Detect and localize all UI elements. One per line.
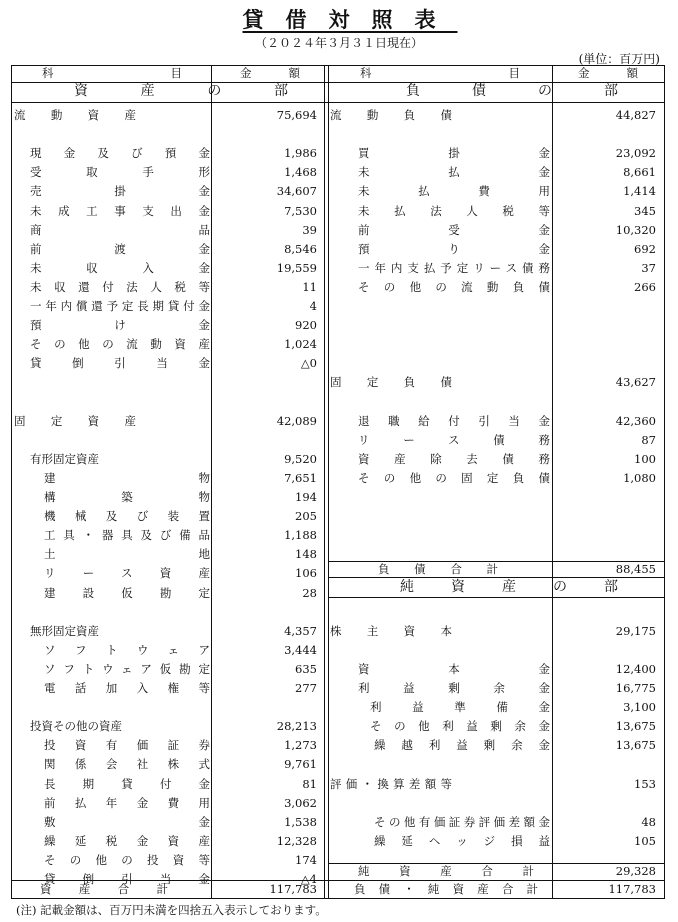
line-item-amount: 11 bbox=[302, 279, 317, 294]
line-item-label: 未収還付法人税等 bbox=[30, 279, 210, 294]
line-item-label: 固定負債 bbox=[330, 375, 452, 390]
divider bbox=[324, 66, 325, 898]
line-item-amount: 194 bbox=[295, 490, 317, 504]
line-item-amount: 13,675 bbox=[615, 719, 656, 734]
line-item-amount: 1,080 bbox=[623, 470, 656, 485]
line-item-amount: 81 bbox=[302, 776, 317, 791]
net-assets-section-header: 純資産の部 bbox=[400, 579, 618, 595]
line-item-label: 流動負債 bbox=[330, 108, 452, 122]
line-item-amount: 692 bbox=[634, 241, 656, 256]
line-item-amount: 48 bbox=[641, 814, 656, 829]
line-item-label: 株主資本 bbox=[330, 623, 452, 638]
line-item-label: その他利益剰余金 bbox=[370, 719, 550, 734]
line-item-amount: 3,100 bbox=[623, 700, 656, 715]
line-item-amount: 277 bbox=[295, 681, 317, 695]
line-item-label: 貸倒引当金 bbox=[44, 872, 210, 886]
line-item-label: ソフトウェア仮勘定 bbox=[44, 661, 210, 676]
line-item-amount: 153 bbox=[634, 776, 656, 791]
line-item-amount: 34,607 bbox=[276, 184, 317, 199]
line-item-amount: 8,546 bbox=[284, 241, 317, 256]
line-item-amount: 43,627 bbox=[615, 375, 656, 390]
line-item-label: 有形固定資産 bbox=[30, 451, 99, 466]
unit-label: (単位：百万円) bbox=[578, 52, 660, 66]
line-item-label: その他有価証券評価差額金 bbox=[374, 814, 550, 829]
line-item-amount: 16,775 bbox=[615, 681, 656, 695]
footnote: (注) 記載金額は、百万円未満を四捨五入表示しております。 bbox=[16, 903, 327, 917]
line-item-label: 機械及び装置 bbox=[44, 509, 210, 524]
line-item-label: 資本金 bbox=[358, 661, 550, 676]
line-item-label: 投資有価証券 bbox=[44, 738, 210, 753]
line-item-label: ソフトウェア bbox=[44, 642, 210, 657]
line-item-amount: 106 bbox=[295, 566, 317, 581]
line-item-label: 繰延税金資産 bbox=[44, 833, 210, 848]
assets-total-label: 資産合計 bbox=[40, 882, 168, 896]
line-item-amount: 12,328 bbox=[276, 833, 317, 848]
as-of-date: （２０２４年３月３１日現在） bbox=[254, 36, 423, 50]
line-item-amount: 3,444 bbox=[284, 642, 317, 657]
line-item-label: 工具・器具及び備品 bbox=[44, 528, 210, 543]
header-item-right: 科目 bbox=[360, 66, 520, 80]
line-item-label: 前払年金費用 bbox=[44, 795, 210, 810]
assets-total-amount: 117,783 bbox=[269, 882, 317, 896]
line-item-amount: 174 bbox=[295, 852, 317, 867]
line-item-label: 未成工事支出金 bbox=[30, 203, 210, 218]
line-item-amount: 1,024 bbox=[284, 337, 317, 352]
line-item-label: 一年内支払予定リース債務 bbox=[358, 260, 550, 275]
line-item-amount: 3,062 bbox=[284, 795, 317, 810]
line-item-amount: 1,188 bbox=[284, 528, 317, 543]
line-item-label: リース債務 bbox=[358, 432, 550, 447]
line-item-amount: 23,092 bbox=[615, 146, 656, 161]
line-item-amount: 7,530 bbox=[284, 203, 317, 218]
line-item-amount: △4 bbox=[300, 872, 317, 886]
line-item-amount: 28,213 bbox=[276, 719, 317, 734]
line-item-amount: 37 bbox=[641, 260, 656, 275]
line-item-amount: 345 bbox=[634, 203, 656, 218]
line-item-amount: 29,175 bbox=[615, 623, 656, 638]
line-item-label: 未払法人税等 bbox=[358, 203, 550, 218]
line-item-amount: 1,468 bbox=[284, 165, 317, 180]
line-item-label: その他の流動負債 bbox=[358, 279, 550, 294]
document-title: 貸借対照表 bbox=[242, 7, 458, 32]
liab-net-total-label: 負債・純資産合計 bbox=[354, 882, 538, 896]
line-item-amount: 39 bbox=[302, 222, 317, 237]
line-item-label: 一年内償還予定長期貸付金 bbox=[30, 299, 210, 313]
line-item-amount: 1,273 bbox=[284, 738, 317, 753]
line-item-amount: 10,320 bbox=[615, 222, 656, 237]
line-item-label: その他の流動資産 bbox=[30, 337, 210, 352]
line-item-amount: 9,761 bbox=[284, 757, 317, 772]
divider bbox=[328, 66, 329, 898]
line-item-amount: 28 bbox=[302, 585, 317, 600]
line-item-label: その他の投資等 bbox=[44, 852, 210, 867]
net-assets-total-amount: 29,328 bbox=[615, 864, 656, 878]
line-item-label: 預り金 bbox=[358, 241, 550, 256]
line-item-label: 流動資産 bbox=[14, 108, 136, 122]
line-item-label: 資産除去債務 bbox=[358, 451, 550, 466]
line-item-label: 土地 bbox=[44, 547, 210, 562]
line-item-label: 現金及び預金 bbox=[30, 146, 210, 161]
line-item-label: 電話加入権等 bbox=[44, 681, 210, 695]
line-item-label: 前受金 bbox=[358, 222, 550, 237]
line-item-label: 建物 bbox=[44, 470, 210, 485]
line-item-label: 無形固定資産 bbox=[30, 623, 99, 638]
line-item-amount: 12,400 bbox=[615, 661, 656, 676]
line-item-label: 利益剰余金 bbox=[358, 681, 550, 695]
divider bbox=[12, 102, 664, 103]
line-item-label: 退職給付引当金 bbox=[358, 413, 550, 428]
line-item-amount: 148 bbox=[295, 547, 317, 562]
line-item-label: 利益準備金 bbox=[370, 700, 550, 715]
assets-section-header: 資産の部 bbox=[74, 83, 288, 99]
liabilities-total-amount: 88,455 bbox=[615, 562, 656, 576]
line-item-amount: 9,520 bbox=[284, 451, 317, 466]
line-item-label: 敷金 bbox=[44, 814, 210, 829]
liab-net-total-amount: 117,783 bbox=[608, 882, 656, 896]
line-item-amount: 635 bbox=[295, 661, 317, 676]
line-item-amount: 4 bbox=[309, 299, 317, 313]
line-item-label: 預け金 bbox=[30, 318, 210, 333]
line-item-label: 未払金 bbox=[358, 165, 550, 180]
liabilities-section-header: 負債の部 bbox=[406, 83, 618, 99]
line-item-amount: 105 bbox=[634, 833, 656, 848]
divider bbox=[328, 597, 664, 598]
line-item-amount: 920 bbox=[295, 318, 317, 333]
line-item-label: 売掛金 bbox=[30, 184, 210, 199]
line-item-label: 関係会社株式 bbox=[44, 757, 210, 772]
line-item-amount: 42,360 bbox=[615, 413, 656, 428]
liabilities-total-label: 負債合計 bbox=[378, 562, 498, 576]
line-item-label: 投資その他の資産 bbox=[30, 719, 122, 734]
line-item-amount: 1,986 bbox=[284, 146, 317, 161]
line-item-amount: 87 bbox=[641, 432, 656, 447]
line-item-amount: 75,694 bbox=[276, 108, 317, 122]
line-item-amount: 8,661 bbox=[623, 165, 656, 180]
line-item-amount: 44,827 bbox=[615, 108, 656, 122]
line-item-label: 建設仮勘定 bbox=[44, 585, 210, 600]
line-item-label: 受取手形 bbox=[30, 165, 210, 180]
line-item-label: リース資産 bbox=[44, 566, 210, 581]
line-item-label: 買掛金 bbox=[358, 146, 550, 161]
line-item-amount: 1,538 bbox=[284, 814, 317, 829]
line-item-label: 商品 bbox=[30, 222, 210, 237]
line-item-label: 固定資産 bbox=[14, 413, 136, 428]
line-item-label: 評価・換算差額等 bbox=[330, 776, 452, 791]
line-item-amount: 13,675 bbox=[615, 738, 656, 753]
net-assets-total-label: 純資産合計 bbox=[358, 864, 534, 878]
line-item-amount: 205 bbox=[295, 509, 317, 524]
line-item-amount: 1,414 bbox=[623, 184, 656, 199]
line-item-amount: △0 bbox=[300, 356, 317, 371]
line-item-label: 繰越利益剰余金 bbox=[374, 738, 550, 753]
divider bbox=[211, 66, 212, 898]
line-item-amount: 100 bbox=[634, 451, 656, 466]
line-item-amount: 19,559 bbox=[276, 260, 317, 275]
line-item-label: 貸倒引当金 bbox=[30, 356, 210, 371]
line-item-label: 繰延ヘッジ損益 bbox=[374, 833, 550, 848]
line-item-label: 長期貸付金 bbox=[44, 776, 210, 791]
line-item-label: 構築物 bbox=[44, 490, 210, 504]
line-item-amount: 42,089 bbox=[276, 413, 317, 428]
divider bbox=[552, 66, 553, 898]
line-item-amount: 7,651 bbox=[284, 470, 317, 485]
line-item-amount: 4,357 bbox=[284, 623, 317, 638]
header-amount-right: 金額 bbox=[578, 66, 638, 80]
line-item-label: その他の固定負債 bbox=[358, 470, 550, 485]
balance-sheet-table bbox=[11, 65, 665, 899]
line-item-label: 未収入金 bbox=[30, 260, 210, 275]
line-item-label: 未払費用 bbox=[358, 184, 550, 199]
line-item-label: 前渡金 bbox=[30, 241, 210, 256]
header-amount-left: 金額 bbox=[240, 66, 300, 80]
header-item-left: 科目 bbox=[42, 66, 182, 80]
line-item-amount: 266 bbox=[634, 279, 656, 294]
